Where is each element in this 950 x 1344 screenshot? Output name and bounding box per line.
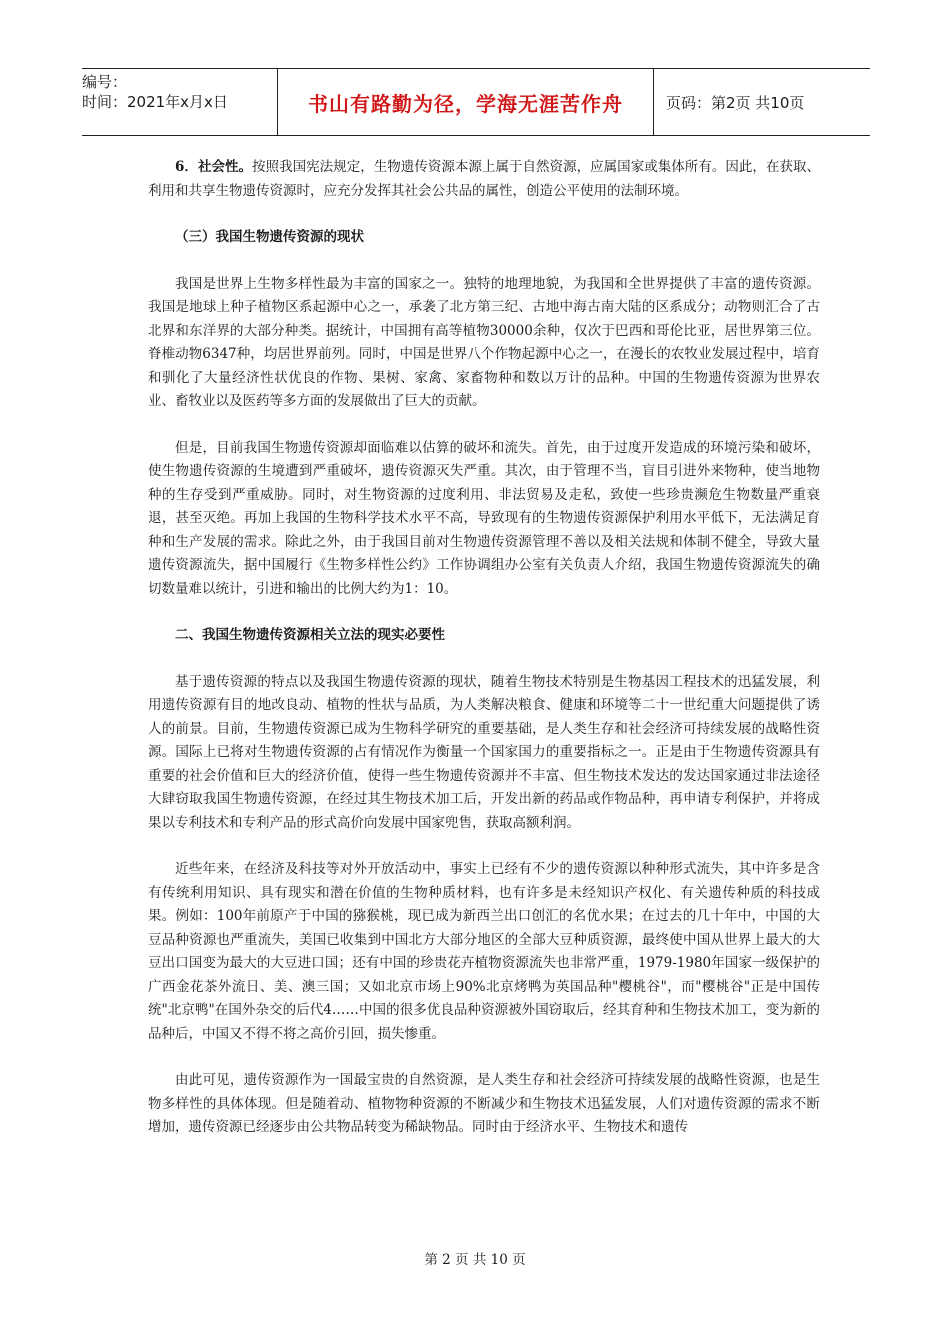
page-footer: 第 2 页 共 10 页 xyxy=(424,1252,526,1268)
document-number: 编号： xyxy=(82,73,128,91)
paragraph-conclusion: 由此可见，遗传资源作为一国最宝贵的自然资源，是人类生存和社会经济可持续发展的战略性资源，也是生物多样性的具体体现。但是随着动、植物物种资源的不断减少和生物技术迅猛发展，人们对遗传资源的需求不断增加，遗传资源已经逐步由公共物品转变为稀缺物品。同时由于经济水平、生物技术和遗传 xyxy=(148,1072,820,1135)
header-meta xyxy=(82,69,278,135)
document-date: 时间：2021年x月x日 xyxy=(82,93,228,111)
paragraph-resource-loss: 但是，目前我国生物遗传资源却面临难以估算的破坏和流失。首先，由于过度开发造成的环境污染和破坏，使生物遗传资源的生境遭到严重破坏，遗传资源灭失严重。其次，由于管理不当，盲目引进外来物种，使当地物种的生存受到严重威胁。同时，对生物资源的过度利用、非法贸易及走私，致使一些珍贵濒危生物数量严重衰退，甚至灭绝。再加上我国的生物科学技术水平不高，导致现有的生物遗传资源保护利用水平低下，无法满足育种和生产发展的需求。除此之外，由于我国目前对生物遗传资源管理不善以及相关法规和体制不健全，导致大量遗传资源流失，据中国履行《生物多样性公约》工作协调组办公室有关负责人介绍，我国生物遗传资源流失的确切数量难以统计，引进和输出的比例大约为1：10。 xyxy=(148,439,820,597)
paragraph-text: 按照我国宪法规定，生物遗传资源本源上属于自然资源，应属国家或集体所有。因此，在获取、利用和共享生物遗传资源时，应充分发挥其社会公共品的属性，创造公平使用的法制环境。 xyxy=(148,159,820,199)
paragraph-social-nature xyxy=(148,156,820,203)
paragraph-strategic-value: 基于遗传资源的特点以及我国生物遗传资源的现状，随着生物技术特别是生物基因工程技术的迅猛发展，利用遗传资源有目的地改良动、植物的性状与品质，为人类解决粮食、健康和环境等二十一世纪重大问题提供了诱人的前景。目前，生物遗传资源已成为生物科学研究的重要基础，是人类生存和社会经济可持续发展的战略性资源。国际上已将对生物遗传资源的占有情况作为衡量一个国家国力的重要指标之一。正是由于生物遗传资源具有重要的社会价值和巨大的经济价值，使得一些生物遗传资源并不丰富、但生物技术发达的发达国家通过非法途径大肆窃取我国生物遗传资源，在经过其生物技术加工后，开发出新的药品或作物品种，再申请专利保护，并将成果以专利技术和专利产品的形式高价向发展中国家兜售，获取高额利润。 xyxy=(148,673,820,831)
document-body xyxy=(148,156,820,1163)
paragraph-examples: 近些年来，在经济及科技等对外开放活动中，事实上已经有不少的遗传资源以种种形式流失，其中许多是含有传统利用知识、具有现实和潜在价值的生物种质材料，也有许多是未经知识产权化、有关遗传种质的科技成果。例如：100年前原产于中国的猕猴桃，现已成为新西兰出口创汇的名优水果；在过去的几十年中，中国的大豆品种资源也严重流失，美国已收集到中国北方大部分地区的全部大豆种质资源，最终使中国从世界上最大的大豆出口国变为最大的大豆进口国；还有中国的珍贵花卉植物资源流失也非常严重，1979-1980年国家一级保护的广西金花茶外流日、美、澳三国；又如北京市场上90%北京烤鸭为英国品种"樱桃谷"，而"樱桃谷"正是中国传统"北京鸭"在国外杂交的后代4……中国的很多优良品种资源被外国窃取后，经其育种和生物技术加工，变为新的品种后，中国又不得不将之高价引回，损失惨重。 xyxy=(148,861,820,1042)
section-heading-legislation-necessity: 二、我国生物遗传资源相关立法的现实必要性 xyxy=(175,627,445,643)
paragraph-biodiversity: 我国是世界上生物多样性最为丰富的国家之一。独特的地理地貌，为我国和全世界提供了丰富的遗传资源。我国是地球上种子植物区系起源中心之一，承袭了北方第三纪、古地中海古南大陆的区系成分；动物则汇合了古北界和东洋界的大部分种类。据统计，中国拥有高等植物30000余种，仅次于巴西和哥伦比亚，居世界第三位。脊椎动物6347种，均居世界前列。同时，中国是世界八个作物起源中心之一，在漫长的农牧业发展过程中，培育和驯化了大量经济性状优良的作物、果树、家禽、家畜物种和数以万计的品种。中国的生物遗传资源为世界农业、畜牧业以及医药等多方面的发展做出了巨大的贡献。 xyxy=(148,275,820,409)
page-header xyxy=(82,68,870,136)
paragraph-lead: 6．社会性。 xyxy=(175,159,253,175)
header-motto: 书山有路勤为径，学海无涯苦作舟 xyxy=(278,69,654,135)
header-page-info: 页码：第2页 共10页 xyxy=(666,93,805,112)
section-heading-current-status: （三）我国生物遗传资源的现状 xyxy=(175,229,364,245)
